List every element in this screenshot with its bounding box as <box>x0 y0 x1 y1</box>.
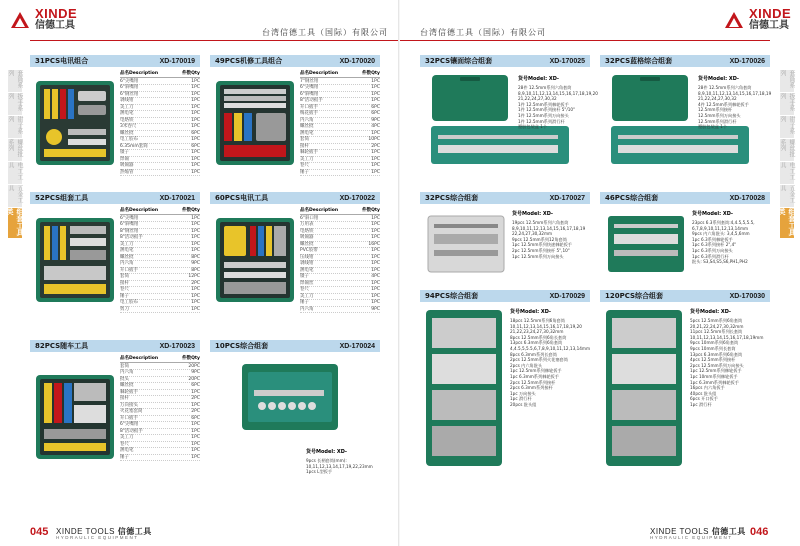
product-photo <box>34 214 116 306</box>
table-row: 锤子 1PC <box>300 300 380 305</box>
table-row: 锤子 1PC <box>120 293 200 299</box>
product-photo <box>34 77 116 169</box>
side-tab[interactable]: 扳手系列 <box>780 93 794 115</box>
table-row: 剪刀 1PC <box>120 306 200 312</box>
card-code: XD-170023 <box>159 342 195 350</box>
product-description: 28件 12.5mm系列六角套筒 8,9,10,11,12,13,14,15,16,17,18,19 21,22,24,27,30,32 4件 12.5mm系列棘轮扳手 12.5mm系列接杆 12.5mm系列万向接头 12.5mm系列滑行杆 塑胶包装盒 1个 <box>698 85 772 130</box>
side-tab-active[interactable]: 组套工具类 <box>778 208 796 236</box>
company-name: 台湾信德工具（国际）有限公司 <box>262 28 388 37</box>
brand-en: XINDE <box>35 6 78 21</box>
table-row: 接杆 2PC <box>120 280 200 286</box>
table-row: 7"钢丝钳 1PC <box>300 78 380 84</box>
product-photo <box>214 214 296 306</box>
card-bar <box>600 192 770 204</box>
table-row: 焊锡 1PC <box>120 156 200 162</box>
card-code: XD-170025 <box>549 57 585 65</box>
table-row: 开口扳手 6PC <box>300 104 380 110</box>
brand-cn: 信德工具 <box>35 20 75 31</box>
table-row: 6"斜嘴钳 1PC <box>120 222 200 227</box>
table-row: 3米卷尺 1PC <box>120 124 200 129</box>
table-row: 镊子 4PC <box>300 274 380 279</box>
product-description: 9pcs 长柄套筒(mm): 10,11,12,13,14,17,19,22,23mm 1pcs L型扳手 <box>306 458 373 475</box>
product-photo <box>604 308 684 468</box>
table-row: 6"斜嘴钳 1PC <box>300 91 380 97</box>
table-row: 吸锡器 1PC <box>120 163 200 168</box>
card-code: XD-170029 <box>549 292 585 300</box>
spec-table <box>120 71 200 176</box>
table-row: 8"钢丝钳 1PC <box>120 228 200 234</box>
side-tab[interactable]: 五金工具 <box>8 185 22 207</box>
product-photo <box>424 308 504 468</box>
table-row: 6"尖嘴钳 1PC <box>300 85 380 90</box>
model-number: 货号Model: XD- <box>518 76 560 82</box>
table-row: 棘轮扳手 1PC <box>120 389 200 395</box>
table-row: 6"钢丝钳 1PC <box>120 91 200 97</box>
product-card <box>210 192 380 338</box>
card-title: 82PCS随车工具 <box>35 342 89 350</box>
table-row: 锤子 1PC <box>300 169 380 175</box>
side-tab[interactable]: 电工工具 <box>8 162 22 184</box>
product-photo <box>214 77 296 169</box>
table-row: 万向接头 1PC <box>120 402 200 408</box>
product-card <box>600 192 770 294</box>
table-row: 卷尺 1PC <box>120 287 200 292</box>
card-code: XD-170024 <box>339 342 375 350</box>
spec-table <box>300 71 380 176</box>
table-row: 测电笔 1PC <box>120 248 200 253</box>
card-title: 52PCS组套工具 <box>35 194 89 202</box>
table-row: 内六角 9PC <box>120 261 200 266</box>
company-name: 台湾信德工具（国际）有限公司 <box>420 28 546 37</box>
table-row: 开口扳手 8PC <box>120 267 200 273</box>
left-footer <box>0 524 400 540</box>
table-row: 棘轮扳手 1PC <box>300 150 380 155</box>
footer-brand: XINDE TOOLS 信德工具 <box>650 527 746 536</box>
card-code: XD-170028 <box>729 194 765 202</box>
card-bar <box>30 340 200 352</box>
right-page <box>400 0 800 546</box>
table-row: 螺丝批 6PC <box>120 383 200 388</box>
left-header <box>0 0 400 44</box>
table-row: 卷尺 1PC <box>120 441 200 447</box>
table-row: 电工胶布 1PC <box>120 137 200 142</box>
card-code: XD-170022 <box>339 194 375 202</box>
left-logo <box>10 8 77 32</box>
right-side-tabs <box>780 70 794 238</box>
table-row: 螺丝批 4PC <box>300 124 380 129</box>
table-row: 批头 20PC <box>120 376 200 382</box>
card-title: 60PCS电讯工具 <box>215 194 269 202</box>
card-title: 46PCS综合组套 <box>605 194 659 202</box>
side-tab[interactable]: 钳子系列 <box>780 116 794 138</box>
table-row: PVC胶带 1PC <box>300 248 380 253</box>
right-logo <box>724 8 791 32</box>
spec-table <box>120 356 200 461</box>
col-header: 件数Qty <box>182 208 200 213</box>
card-bar <box>420 192 590 204</box>
table-row: 8"活动扳手 1PC <box>300 98 380 103</box>
model-number: 货号Model: XD- <box>510 309 552 315</box>
footer-brand: XINDE TOOLS 信德工具 <box>56 527 152 536</box>
card-title: 31PCS电讯组合 <box>35 57 89 65</box>
table-row: 6"斜嘴钳 1PC <box>120 85 200 90</box>
table-row: 测电笔 1PC <box>120 448 200 453</box>
logo-icon <box>10 11 30 29</box>
product-card <box>600 290 770 512</box>
card-bar <box>210 192 380 204</box>
table-row: 开口扳手 6PC <box>120 415 200 421</box>
product-photo <box>430 73 510 123</box>
table-row: 美工刀 1PC <box>300 293 380 299</box>
page-number: 046 <box>750 526 769 538</box>
table-row: 压线钳 1PC <box>300 254 380 260</box>
table-row: 内六角 9PC <box>120 370 200 375</box>
product-photo <box>426 214 506 274</box>
table-row: 接杆 2PC <box>300 143 380 149</box>
table-row: 火花塞套筒 2PC <box>120 409 200 414</box>
table-row: 8"活动扳手 1PC <box>120 235 200 240</box>
product-description: 18pcs 12.5mm系列6角套筒 10,11,12,13,14,15,16,17,18,19,20 21,22,23,24,27,30,32mm 8pcs 12.5mm系列6角长套筒 13pcs 6.3mm系列6角套筒 4,4.5,5,5.5,6,7,8,9,10,11,12,13,14mm 8pcs 6.3mm系列长套筒 2pcs 12.5mm系列火花塞套筒 2pcs 内六角批头 1pc 12.5mm系列棘轮扳手 1pc 6.3mm系列棘轮扳手 2pcs 12.5mm系列接杆 2pcs 6.3mm系列接杆 1pc 万向接头 1pc 滑行杆 20pcs 批头组 <box>510 318 591 407</box>
left-side-tabs <box>8 70 22 238</box>
card-title: 94PCS综合组套 <box>425 292 479 300</box>
table-row: 内六角 9PC <box>300 306 380 312</box>
product-photo <box>610 73 690 123</box>
header-rule <box>400 40 770 41</box>
table-row: 剥线钳 1PC <box>300 261 380 266</box>
card-code: XD-170030 <box>729 292 765 300</box>
product-photo <box>606 214 686 274</box>
product-card <box>30 340 200 512</box>
model-number: 货号Model: XD- <box>690 309 732 315</box>
product-card <box>30 55 200 201</box>
table-row: 测电笔 1PC <box>120 111 200 116</box>
card-title: 120PCS综合组套 <box>605 292 664 300</box>
card-code: XD-170021 <box>159 194 195 202</box>
table-row: 接杆 2PC <box>120 396 200 401</box>
card-code: XD-170026 <box>729 57 765 65</box>
side-tab[interactable]: 套筒系列 <box>8 70 22 92</box>
col-header: 品名Description <box>120 71 159 76</box>
model-number: 货号Model: XD- <box>698 76 740 82</box>
footer-subtitle: HYDRAULIC EQUIPMENT <box>650 535 733 540</box>
table-row: 锤子 1PC <box>120 454 200 460</box>
spec-table <box>300 208 380 313</box>
table-row: 电烙铁 1PC <box>300 228 380 234</box>
table-row: 万用表 1PC <box>300 222 380 227</box>
table-row: 6"尖嘴钳 1PC <box>120 78 200 84</box>
product-card <box>420 55 598 201</box>
card-bar <box>30 55 200 67</box>
product-photo <box>34 362 116 472</box>
table-row: 剥线钳 1PC <box>120 98 200 103</box>
table-row: 测电笔 1PC <box>300 267 380 273</box>
side-tab[interactable]: 套筒系列 <box>780 70 794 92</box>
table-row: 电工胶布 1PC <box>120 300 200 305</box>
product-card <box>210 340 380 512</box>
table-row: 梅花扳手 6PC <box>300 111 380 116</box>
col-header: 件数Qty <box>362 208 380 213</box>
right-footer <box>400 524 800 540</box>
model-number: 货号Model: XD- <box>306 449 348 455</box>
table-row: 6"尖嘴钳 1PC <box>120 215 200 221</box>
page-number: 045 <box>30 526 49 538</box>
card-code: XD-170027 <box>549 194 585 202</box>
product-card <box>600 55 770 201</box>
side-tab[interactable]: 螺丝批系列 <box>780 139 794 161</box>
table-row: 镊子 1PC <box>120 150 200 155</box>
header-rule <box>30 40 400 41</box>
table-row: 热缩管 1PC <box>120 169 200 175</box>
model-number: 货号Model: XD- <box>512 211 554 217</box>
col-header: 件数Qty <box>362 71 380 76</box>
table-row: 套筒 20PC <box>120 363 200 369</box>
card-bar <box>600 55 770 67</box>
product-description: 28件 12.5mm系列六角套筒 8,9,10,11,12,13,14,15,16,17,18,19,20 21,22,24,27,30,32 1件 12.5mm系列棘轮扳手 1件 12.5mm系列接杆 5"/10" 1件 12.5mm系列万向接头 1件 12.5mm系列滑行杆 塑胶包装盒 1个 <box>518 85 598 130</box>
card-code: XD-170019 <box>159 57 195 65</box>
card-bar <box>600 290 770 302</box>
product-photo-open <box>430 125 570 165</box>
table-row: 套筒 10PC <box>300 137 380 142</box>
brand-cn: 信德工具 <box>749 20 789 31</box>
table-row: 6"尖嘴钳 1PC <box>120 422 200 427</box>
col-header: 品名Description <box>300 208 339 213</box>
product-description: 23pcs 6.3系列套筒:4,4.5,5,5.5, 6,7,8,9,10,11,12,13,14mm 9pcs 内六角批头: 3,4,5,6mm 1pc 6.3系列棘轮扳手 1pc 6.3系列接杆 2",4" 1pc 6.3系列万向接头 1pc 6.3系列滑行杆 批头: S3,S4,S5,S6,PH1,PH2 <box>692 220 755 265</box>
table-row: 美工刀 1PC <box>120 435 200 440</box>
table-row: 6"斜口钳 1PC <box>300 215 380 221</box>
side-tab[interactable]: 钳子系列 <box>8 116 22 138</box>
side-tab[interactable]: 螺丝批系列 <box>8 139 22 161</box>
table-row: 美工刀 1PC <box>120 241 200 247</box>
table-row: 吸锡器 1PC <box>300 235 380 240</box>
side-tab[interactable]: 电工工具 <box>780 162 794 184</box>
col-header: 品名Description <box>120 208 159 213</box>
card-title: 49PCS机修工具组合 <box>215 57 283 65</box>
table-row: 螺丝批 16PC <box>300 241 380 247</box>
card-title: 32PCS镶面综合组套 <box>425 57 493 65</box>
card-code: XD-170020 <box>339 57 375 65</box>
table-row: 螺丝批 6PC <box>120 130 200 136</box>
product-description: 19pcs 12.5mm系列六角套筒 8,9,10,11,12,13,14,15,16,17,18,19 22,24,27,30,32mm 9pcs 12.5mm系列12角套筒 1pc 12.5mm系列快速棘轮扳手 2pc 12.5mm系列接杆 5",10" 1pc 12.5mm系列万向接头 <box>512 220 586 259</box>
footer-subtitle: HYDRAULIC EQUIPMENT <box>56 535 139 540</box>
side-tab[interactable]: 扳手系列 <box>8 93 22 115</box>
card-bar <box>30 192 200 204</box>
table-row: 8"活动扳手 1PC <box>120 428 200 434</box>
card-bar <box>420 290 590 302</box>
product-card <box>210 55 380 201</box>
product-photo <box>240 362 340 432</box>
card-bar <box>210 340 380 352</box>
table-row: 6.35mm套筒 6PC <box>120 143 200 149</box>
brand-en: XINDE <box>749 6 792 21</box>
card-bar <box>210 55 380 67</box>
table-row: 测电笔 1PC <box>300 130 380 136</box>
table-row: 螺丝批 8PC <box>120 254 200 260</box>
product-card <box>420 192 590 294</box>
table-row: 内六角 9PC <box>300 117 380 123</box>
card-title: 32PCS蓝格综合组套 <box>605 57 673 65</box>
table-row: 卷尺 1PC <box>300 163 380 168</box>
card-bar <box>420 55 590 67</box>
side-tab-active[interactable]: 组套工具类 <box>6 208 24 236</box>
col-header: 件数Qty <box>182 356 200 361</box>
col-header: 品名Description <box>300 71 339 76</box>
table-row: 焊锡丝 1PC <box>300 280 380 286</box>
table-row: 卷尺 1PC <box>300 287 380 292</box>
card-title: 32PCS综合组套 <box>425 194 479 202</box>
spec-table <box>120 208 200 313</box>
product-card <box>420 290 590 512</box>
logo-icon <box>724 11 744 29</box>
product-description: 5pcs 12.5mm系列6角套筒 20,21,22,24,27,30,32mm 11pcs 12.5mm系列长套筒 10,11,12,13,14,15,16,17,18,19mm 9pcs 10mm系列6角套筒 9pcs 10mm系列长套筒 13pcs 6.3mm系列6角套筒 4pcs 12.5mm系列接杆 2pcs 12.5mm系列万向接头 1pc 12.5mm系列棘轮扳手 1pc 10mm系列棘轮扳手 1pc 6.3mm系列棘轮扳手 16pcs 内六角扳手 40pcs 批头组 6pcs 开口扳手 1pc 滑行杆 <box>690 318 764 407</box>
col-header: 件数Qty <box>182 71 200 76</box>
model-number: 货号Model: XD- <box>692 211 734 217</box>
product-photo-open <box>610 125 750 165</box>
product-card <box>30 192 200 338</box>
right-header <box>400 0 800 44</box>
table-row: 套筒 12PC <box>120 274 200 279</box>
side-tab[interactable]: 五金工具 <box>780 185 794 207</box>
table-row: 电烙铁 1PC <box>120 117 200 123</box>
col-header: 品名Description <box>120 356 159 361</box>
table-row: 美工刀 1PC <box>300 156 380 162</box>
card-title: 10PCS综合组套 <box>215 342 269 350</box>
table-row: 美工刀 1PC <box>120 104 200 110</box>
